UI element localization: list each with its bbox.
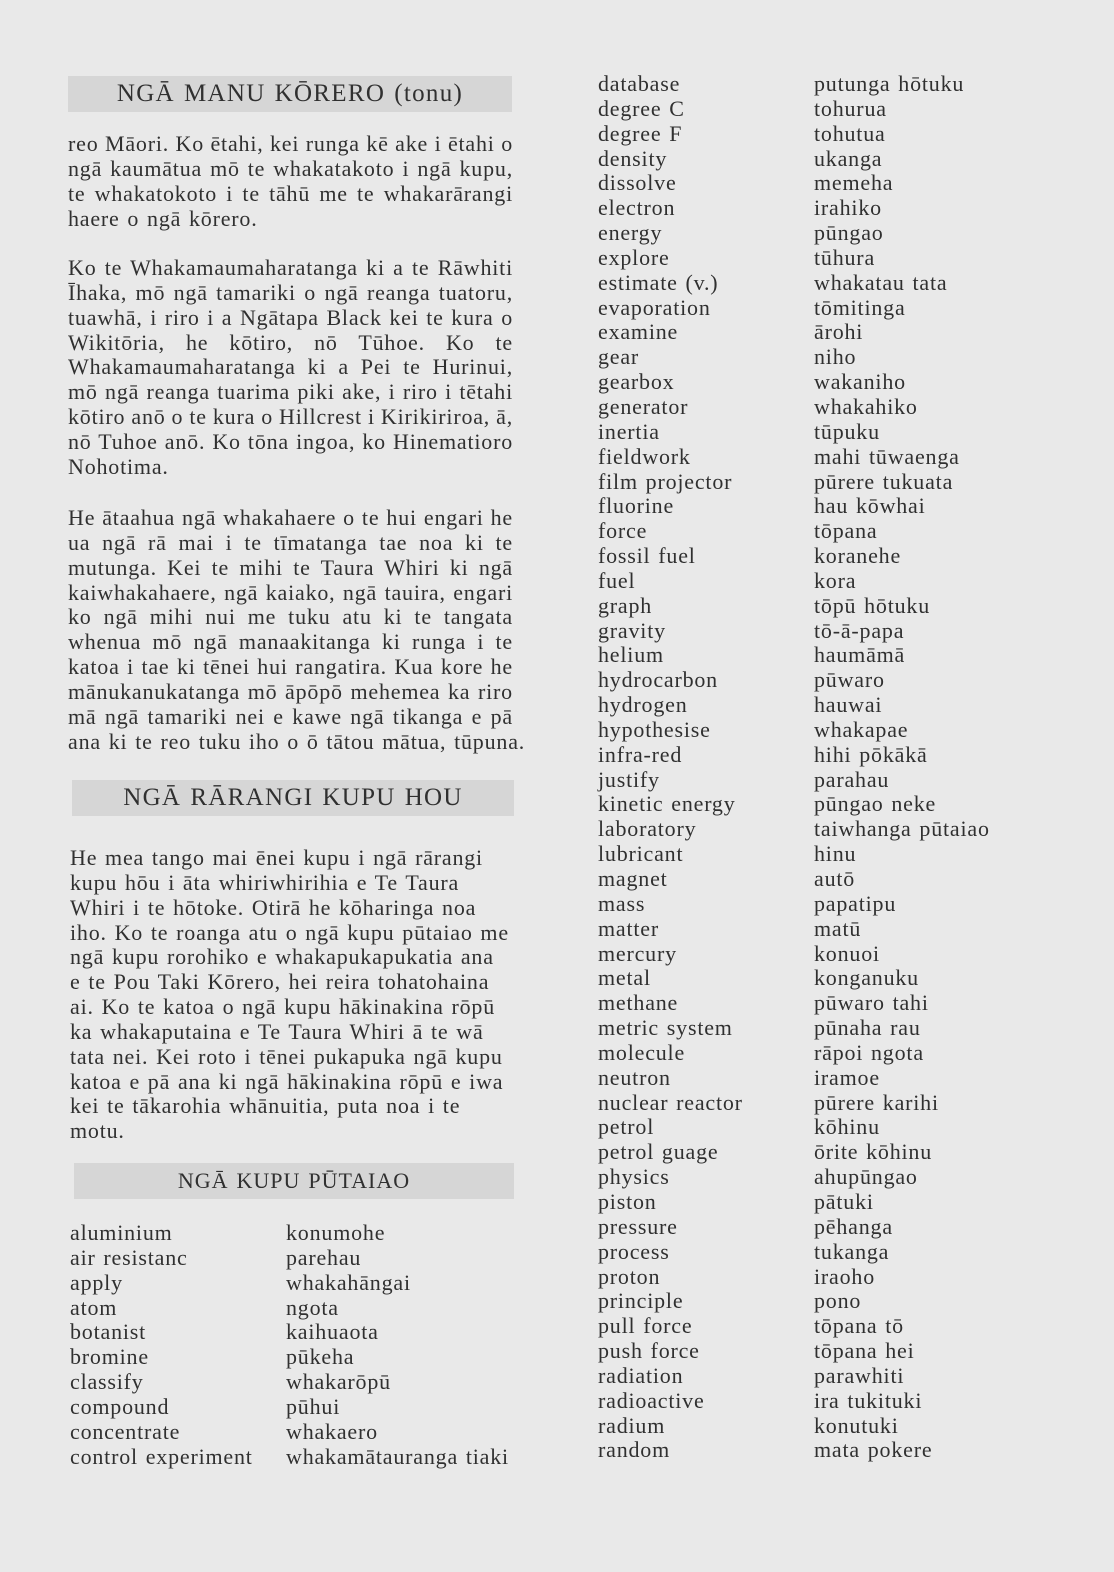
- english-term: mass: [598, 890, 646, 916]
- english-term: explore: [598, 244, 670, 270]
- english-term: infra-red: [598, 741, 683, 767]
- english-term: fuel: [598, 567, 636, 593]
- english-term: proton: [598, 1263, 661, 1289]
- english-term: helium: [598, 642, 664, 668]
- maori-term: pūngao: [814, 220, 884, 246]
- english-term: bromine: [70, 1344, 149, 1370]
- english-term: radium: [598, 1412, 666, 1438]
- maori-term: taiwhanga pūtaiao: [814, 816, 990, 842]
- english-term: justify: [598, 766, 660, 792]
- maori-term: kora: [814, 567, 857, 593]
- maori-term: whakahiko: [814, 393, 918, 419]
- maori-term: pūwaro tahi: [814, 990, 929, 1016]
- maori-term: whakatau tata: [814, 269, 948, 295]
- english-term: random: [598, 1437, 671, 1463]
- maori-term: hinu: [814, 841, 857, 867]
- paragraph-line: Īhaka, mō ngā tamariki o ngā reanga tuatoru,: [68, 279, 513, 305]
- paragraph-hui-acknowledgements: [68, 505, 526, 754]
- maori-term: whakamātauranga tiaki: [286, 1443, 509, 1469]
- maori-term: konganuku: [814, 965, 919, 991]
- english-term: radiation: [598, 1362, 684, 1388]
- maori-term: pūrere karihi: [814, 1089, 939, 1115]
- maori-term: wakaniho: [814, 369, 906, 395]
- science-glossary-part-2: [598, 72, 1038, 1463]
- glossary-entry: [70, 1221, 510, 1246]
- glossary-entry: [598, 271, 1038, 296]
- paragraph-line: ngā kupu rorohiko e whakapukapukatia ana: [70, 944, 494, 970]
- english-term: metric system: [598, 1015, 733, 1041]
- glossary-entry: [70, 1370, 510, 1395]
- english-term: density: [598, 145, 668, 171]
- maori-term: papatipu: [814, 890, 897, 916]
- glossary-entry: [598, 122, 1038, 147]
- glossary-entry: [598, 345, 1038, 370]
- glossary-entry: [598, 519, 1038, 544]
- maori-term: parahau: [814, 766, 890, 792]
- maori-term: kaihuaota: [286, 1319, 379, 1345]
- maori-term: iramoe: [814, 1064, 880, 1090]
- english-term: physics: [598, 1164, 670, 1190]
- glossary-entry: [598, 892, 1038, 917]
- english-term: hydrocarbon: [598, 667, 718, 693]
- english-term: laboratory: [598, 816, 697, 842]
- paragraph-line: mutunga. Kei te mihi te Taura Whiri ki ngā: [68, 554, 513, 580]
- paragraph-line: ngā kaumātua mō te whakatakoto i ngā kupu,: [68, 155, 513, 181]
- maori-term: parawhiti: [814, 1362, 905, 1388]
- english-term: force: [598, 518, 648, 544]
- maori-term: hau kōwhai: [814, 493, 926, 519]
- english-term: matter: [598, 915, 659, 941]
- english-term: metal: [598, 965, 651, 991]
- paragraph-line: te whakatokoto i te tāhū me te whakarārangi: [68, 180, 513, 206]
- maori-term: pūngao neke: [814, 791, 937, 817]
- paragraph-line: kei te tākarohia whānuitia, puta noa i te: [70, 1093, 461, 1119]
- maori-term: pātuki: [814, 1188, 874, 1214]
- glossary-entry: [598, 718, 1038, 743]
- maori-term: hihi pōkākā: [814, 741, 928, 767]
- section-heading-manu-korero: [68, 76, 512, 112]
- glossary-entry: [598, 494, 1038, 519]
- english-term: dissolve: [598, 170, 677, 196]
- maori-term: tohutua: [814, 120, 886, 146]
- english-term: piston: [598, 1188, 657, 1214]
- glossary-entry: [598, 1240, 1038, 1265]
- glossary-entry: [598, 1091, 1038, 1116]
- maori-term: whakarōpū: [286, 1369, 391, 1395]
- glossary-entry: [598, 942, 1038, 967]
- english-term: degree C: [598, 95, 685, 121]
- maori-term: ahupūngao: [814, 1164, 918, 1190]
- english-term: graph: [598, 592, 653, 618]
- english-term: inertia: [598, 418, 660, 444]
- english-term: concentrate: [70, 1418, 181, 1444]
- glossary-entry: [598, 1140, 1038, 1165]
- paragraph-line: mō ngā reanga tuarima piki ake, i riro i tētahi: [68, 379, 513, 405]
- paragraph-line: reo Māori. Ko ētahi, kei runga kē ake i ētahi o: [68, 131, 513, 156]
- maori-term: pūwaro: [814, 667, 885, 693]
- glossary-entry: [598, 171, 1038, 196]
- glossary-entry: [598, 320, 1038, 345]
- english-term: push force: [598, 1338, 700, 1364]
- paragraph-line: ko ngā mihi nui me tuku atu ki te tangata: [68, 604, 513, 630]
- english-term: estimate (v.): [598, 269, 719, 295]
- paragraph-line: Nohotima.: [68, 453, 169, 479]
- maori-term: konutuki: [814, 1412, 899, 1438]
- english-term: methane: [598, 990, 679, 1016]
- glossary-entry: [70, 1345, 510, 1370]
- glossary-entry: [598, 544, 1038, 569]
- glossary-entry: [598, 221, 1038, 246]
- glossary-entry: [598, 917, 1038, 942]
- glossary-entry: [598, 1389, 1038, 1414]
- maori-term: ngota: [286, 1294, 339, 1320]
- maori-term: ukanga: [814, 145, 883, 171]
- english-term: electron: [598, 195, 676, 221]
- glossary-entry: [598, 246, 1038, 271]
- paragraph-line: ana ki te reo tuku iho o ō tātou mātua, tūpuna.: [68, 728, 526, 754]
- maori-term: whakahāngai: [286, 1269, 411, 1295]
- glossary-entry: [70, 1320, 510, 1345]
- glossary-entry: [598, 743, 1038, 768]
- maori-term: tōpū hōtuku: [814, 592, 931, 618]
- english-term: mercury: [598, 940, 677, 966]
- maori-term: parehau: [286, 1244, 362, 1270]
- paragraph-line: Ko te Whakamaumaharatanga ki a te Rāwhiti: [68, 255, 513, 280]
- english-term: aluminium: [70, 1220, 173, 1245]
- glossary-entry: [598, 1115, 1038, 1140]
- maori-term: rāpoi ngota: [814, 1039, 924, 1065]
- paragraph-line: Whiri i te hōtoke. Otirā he kōharinga noa: [70, 894, 477, 920]
- glossary-entry: [598, 792, 1038, 817]
- paragraph-line: haere o ngā kōrero.: [68, 205, 258, 231]
- maori-term: mahi tūwaenga: [814, 443, 960, 469]
- section-heading-text: NGĀ KUPU PŪTAIAO: [177, 1167, 411, 1193]
- paragraph-new-word-lists: [70, 846, 515, 1144]
- glossary-entry: [598, 619, 1038, 644]
- maori-term: whakapae: [814, 716, 909, 742]
- glossary-entry: [598, 97, 1038, 122]
- maori-term: niho: [814, 344, 857, 370]
- paragraph-line: iho. Ko te roanga atu o ngā kupu pūtaiao me: [70, 919, 509, 945]
- english-term: degree F: [598, 120, 683, 146]
- paragraph-line: kōtiro anō o te kura o Hillcrest i Kirikiriroa, ā,: [68, 404, 513, 430]
- section-heading-kupu-putaiao: [74, 1163, 514, 1199]
- paragraph-line: Whakamaumaharatanga ki a Pei te Hurinui,: [68, 354, 513, 380]
- maori-term: pūkeha: [286, 1344, 355, 1370]
- glossary-entry: [598, 867, 1038, 892]
- english-term: compound: [70, 1393, 170, 1419]
- maori-term: mata pokere: [814, 1437, 933, 1463]
- section-heading-text: NGĀ MANU KŌRERO (tonu): [116, 79, 464, 107]
- maori-term: iraoho: [814, 1263, 876, 1289]
- english-term: hydrogen: [598, 692, 688, 718]
- english-term: lubricant: [598, 841, 684, 867]
- english-term: pull force: [598, 1313, 693, 1339]
- maori-term: hauwai: [814, 692, 883, 718]
- maori-term: konuoi: [814, 940, 880, 966]
- english-term: database: [598, 71, 681, 96]
- glossary-entry: [598, 1314, 1038, 1339]
- paragraph-line: tuawhā, i riro i a Ngātapa Black kei te kura o: [68, 304, 513, 330]
- glossary-entry: [598, 643, 1038, 668]
- glossary-entry: [598, 445, 1038, 470]
- english-term: petrol: [598, 1114, 655, 1140]
- english-term: principle: [598, 1288, 684, 1314]
- glossary-entry: [598, 1190, 1038, 1215]
- paragraph-line: mānukanukatanga mō āpōpō mehemea ka riro: [68, 678, 513, 704]
- maori-term: tukanga: [814, 1238, 890, 1264]
- glossary-entry: [70, 1420, 510, 1445]
- maori-term: memeha: [814, 170, 894, 196]
- english-term: kinetic energy: [598, 791, 736, 817]
- glossary-entry: [598, 1165, 1038, 1190]
- english-term: radioactive: [598, 1387, 705, 1413]
- glossary-entry: [598, 1066, 1038, 1091]
- glossary-entry: [598, 296, 1038, 321]
- english-term: petrol guage: [598, 1139, 719, 1165]
- english-term: hypothesise: [598, 716, 711, 742]
- glossary-entry: [598, 1215, 1038, 1240]
- english-term: botanist: [70, 1319, 147, 1345]
- maori-term: koranehe: [814, 543, 902, 569]
- glossary-entry: [598, 693, 1038, 718]
- paragraph-line: mā ngā tamariki nei e kawe ngā tikanga e pā: [68, 703, 513, 729]
- glossary-entry: [598, 420, 1038, 445]
- paragraph-line: kupu hōu i āta whiriwhirihia e Te Taura: [70, 869, 460, 895]
- science-glossary-part-1: [70, 1221, 510, 1469]
- paragraph-line: He ātaahua ngā whakahaere o te hui engari he: [68, 505, 513, 530]
- paragraph-line: ua ngā rā mai i te tīmatanga tae noa ki te: [68, 529, 513, 555]
- glossary-entry: [598, 668, 1038, 693]
- glossary-entry: [598, 370, 1038, 395]
- glossary-entry: [598, 1438, 1038, 1463]
- glossary-entry: [598, 842, 1038, 867]
- english-term: process: [598, 1238, 670, 1264]
- glossary-entry: [598, 1041, 1038, 1066]
- glossary-entry: [598, 196, 1038, 221]
- glossary-entry: [70, 1395, 510, 1420]
- paragraph-line: whenua mō ngā manaakitanga ki runga i te: [68, 629, 513, 655]
- english-term: energy: [598, 220, 663, 246]
- maori-term: tōpana: [814, 518, 878, 544]
- paragraph-line: motu.: [70, 1118, 125, 1144]
- maori-term: putunga hōtuku: [814, 71, 965, 96]
- glossary-entry: [70, 1246, 510, 1271]
- paragraph-line: kaiwhakahaere, ngā kaiako, ngā tauira, engari: [68, 579, 513, 605]
- english-term: fieldwork: [598, 443, 691, 469]
- english-term: neutron: [598, 1064, 671, 1090]
- english-term: pressure: [598, 1213, 678, 1239]
- paragraph-line: tata nei. Kei roto i tēnei pukapuka ngā kupu: [70, 1043, 503, 1069]
- maori-term: whakaero: [286, 1418, 378, 1444]
- section-heading-text: NGĀ RĀRANGI KUPU HOU: [123, 783, 463, 811]
- paragraph-memorial-awards-junior: [68, 256, 513, 480]
- maori-term: kōhinu: [814, 1114, 880, 1140]
- paragraph-line: e te Pou Taki Kōrero, hei reira tohatohaina: [70, 969, 490, 995]
- maori-term: tōmitinga: [814, 294, 906, 320]
- glossary-entry: [70, 1445, 510, 1470]
- english-term: gear: [598, 344, 640, 370]
- english-term: gravity: [598, 617, 666, 643]
- glossary-entry: [598, 1414, 1038, 1439]
- maori-term: konumohe: [286, 1220, 386, 1245]
- english-term: classify: [70, 1369, 144, 1395]
- glossary-entry: [598, 1016, 1038, 1041]
- maori-term: tūhura: [814, 244, 876, 270]
- paragraph-line: He mea tango mai ēnei kupu i ngā rārangi: [70, 845, 483, 870]
- section-heading-rarangi-kupu-hou: [72, 780, 514, 816]
- maori-term: ōrite kōhinu: [814, 1139, 933, 1165]
- maori-term: haumāmā: [814, 642, 906, 668]
- glossary-entry: [598, 569, 1038, 594]
- maori-term: tūpuku: [814, 418, 880, 444]
- glossary-entry: [598, 768, 1038, 793]
- english-term: molecule: [598, 1039, 686, 1065]
- glossary-entry: [598, 395, 1038, 420]
- paragraph-line: katoa i tae ki tēnei hui rangatira. Kua kore he: [68, 654, 513, 680]
- maori-term: pēhanga: [814, 1213, 893, 1239]
- english-term: air resistanc: [70, 1244, 188, 1270]
- glossary-entry: [598, 817, 1038, 842]
- paragraph-line: ai. Ko te katoa o ngā kupu hākinakina rōpū: [70, 994, 495, 1020]
- english-term: examine: [598, 319, 679, 345]
- maori-term: tohurua: [814, 95, 887, 121]
- paragraph-manu-korero-continued: [68, 132, 513, 231]
- maori-term: tō-ā-papa: [814, 617, 905, 643]
- maori-term: pūnaha rau: [814, 1015, 921, 1041]
- glossary-entry: [598, 1289, 1038, 1314]
- glossary-entry: [598, 470, 1038, 495]
- maori-term: pūrere tukuata: [814, 468, 954, 494]
- english-term: magnet: [598, 866, 668, 891]
- maori-term: autō: [814, 866, 856, 891]
- glossary-entry: [598, 72, 1038, 97]
- english-term: fossil fuel: [598, 543, 696, 569]
- maori-term: ira tukituki: [814, 1387, 923, 1413]
- english-term: evaporation: [598, 294, 711, 320]
- maori-term: ārohi: [814, 319, 864, 345]
- paragraph-line: Wikitōria, he kōtiro, nō Tūhoe. Ko te: [68, 329, 513, 355]
- english-term: film projector: [598, 468, 733, 494]
- glossary-entry: [598, 1364, 1038, 1389]
- maori-term: irahiko: [814, 195, 882, 221]
- english-term: fluorine: [598, 493, 675, 519]
- english-term: control experiment: [70, 1443, 253, 1469]
- glossary-entry: [598, 147, 1038, 172]
- english-term: generator: [598, 393, 689, 419]
- english-term: atom: [70, 1294, 118, 1320]
- glossary-entry: [70, 1296, 510, 1321]
- english-term: nuclear reactor: [598, 1089, 743, 1115]
- english-term: gearbox: [598, 369, 675, 395]
- paragraph-line: katoa e pā ana ki ngā hākinakina rōpū e iwa: [70, 1068, 504, 1094]
- maori-term: pūhui: [286, 1393, 341, 1419]
- glossary-entry: [598, 594, 1038, 619]
- maori-term: pono: [814, 1288, 862, 1314]
- glossary-entry: [598, 991, 1038, 1016]
- maori-term: tōpana tō: [814, 1313, 904, 1339]
- paragraph-line: ka whakaputaina e Te Taura Whiri ā te wā: [70, 1018, 484, 1044]
- maori-term: matū: [814, 915, 862, 941]
- glossary-entry: [70, 1271, 510, 1296]
- glossary-entry: [598, 966, 1038, 991]
- paragraph-line: nō Tuhoe anō. Ko tōna ingoa, ko Hinematioro: [68, 428, 513, 454]
- glossary-entry: [598, 1339, 1038, 1364]
- glossary-entry: [598, 1265, 1038, 1290]
- maori-term: tōpana hei: [814, 1338, 915, 1364]
- english-term: apply: [70, 1269, 123, 1295]
